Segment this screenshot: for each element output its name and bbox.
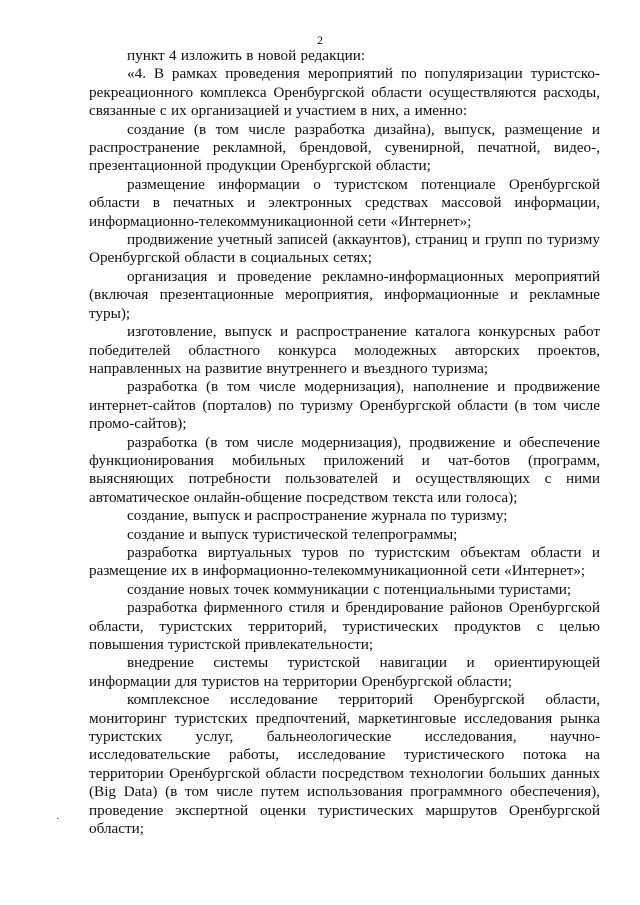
paragraph: размещение информации о туристском потенциале Оренбургской области в печатных и электронных средствах массовой информации, информационно-телекоммуникационной сети «Интернет»; [89, 175, 600, 230]
paragraph: разработка (в том числе модернизация), продвижение и обеспечение функционирования мобильных приложений и чат-ботов (программ, выясняющих потребности пользователей и осуществляющих с ними автоматическое онлайн-общение посредством текста или голоса); [89, 433, 600, 506]
paragraph: разработка виртуальных туров по туристским объектам области и размещение их в информационно-телекоммуникационной сети «Интернет»; [89, 543, 600, 580]
margin-mark: · [56, 814, 60, 825]
paragraph: организация и проведение рекламно-информационных мероприятий (включая презентационные мероприятия, информационные и рекламные туры); [89, 267, 600, 322]
amendment-intro: пункт 4 изложить в новой редакции: [127, 47, 366, 64]
paragraph: продвижение учетный записей (аккаунтов), страниц и групп по туризму Оренбургской области в социальных сетях; [89, 231, 600, 267]
paragraph: внедрение системы туристской навигации и ориентирующей информации для туристов на территории Оренбургской области; [89, 654, 600, 690]
document-body [89, 47, 600, 838]
paragraph: создание и выпуск туристической телепрограммы; [127, 525, 458, 543]
paragraph: создание, выпуск и распространение журнала по туризму; [127, 507, 508, 525]
paragraph: комплексное исследование территорий Оренбургской области, мониторинг туристских предпочтений, маркетинговые исследования рынка туристских услуг, бальнеологические исследования, научно-исследовательские работы, исследование туристического потока на территории Оренбургской области посредством технологии больших данных (Big Data) (в том числе путем использования программного обеспечения), проведение экспертной оценки туристических маршрутов Оренбургской области; [89, 691, 600, 838]
paragraph: создание (в том числе разработка дизайна), выпуск, размещение и распространение рекламной, брендовой, сувенирной, печатной, видео-, презентационной продукции Оренбургской области; [89, 120, 600, 175]
paragraph: создание новых точек коммуникации с потенциальными туристами; [127, 580, 572, 598]
paragraph: разработка фирменного стиля и брендирование районов Оренбургской области, туристских территорий, туристических продуктов с целью повышения туристской привлекательности; [89, 599, 600, 653]
paragraph: «4. В рамках проведения мероприятий по популяризации туристско-рекреационного комплекса Оренбургской области осуществляются расходы, связанные с их организацией и участием в них, а именно: [89, 65, 600, 120]
page-number: 2 [317, 33, 323, 47]
paragraph: изготовление, выпуск и распространение каталога конкурсных работ победителей областного конкурса молодежных авторских проектов, направленных на развитие внутреннего и въездного туризма; [89, 323, 600, 377]
paragraph: разработка (в том числе модернизация), наполнение и продвижение интернет-сайтов (порталов) по туризму Оренбургской области (в том числе промо-сайтов); [89, 378, 600, 433]
